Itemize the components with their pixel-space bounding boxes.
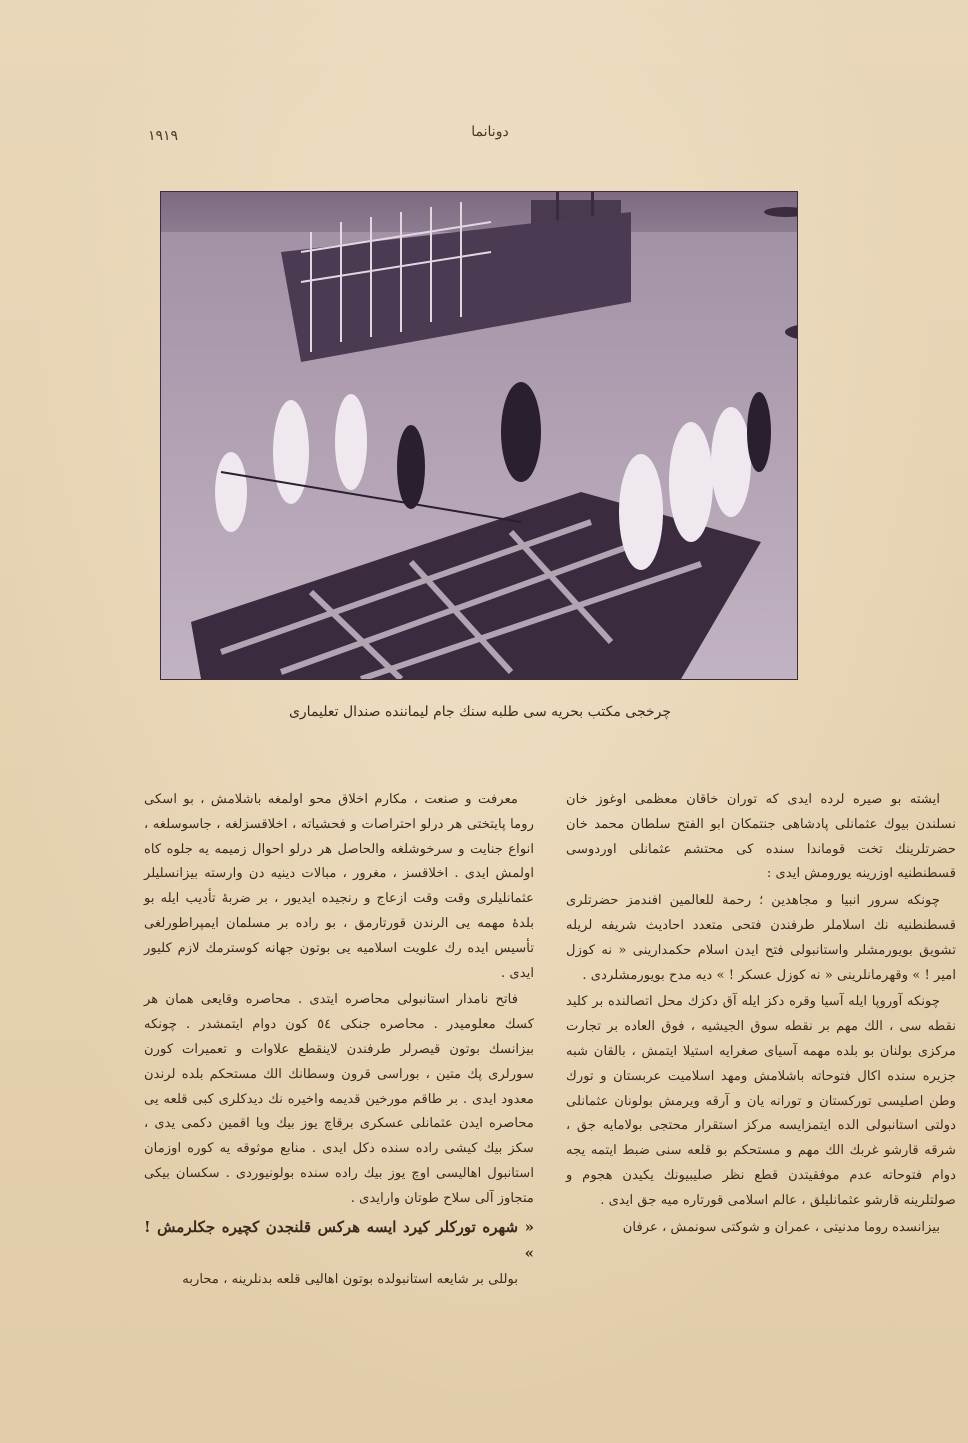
photo-caption: چرخجی مکتب بحریه سی طلبه سنك جام لیماننده صندال تعلیماری	[288, 704, 672, 720]
text-column-left	[144, 788, 534, 1292]
paragraph: ایشته بو صیره لرده ایدی که توران خاقان معظمی اوغوز خان نسلندن بیوك عثمانلی پادشاهی جنتمکان ابو الفتح سلطان محمد خان حضرتلرینك تخت قوماندا سنده کی محتشم عثمانلی اوردوسی قسطنطنیه اوزرینه یورومش ایدی :	[566, 792, 956, 882]
paragraph: چونکه سرور انبیا و مجاهدین ؛ رحمة للعالمین افندمز حضرتلری قسطنطنیه نك اسلاملر طرفندن فتحی متعدد احادیث شریفه لریله تشویق بویورمشلر واستانبولی فتح ایدن اسلام حکمدارینی « نه کوزل امیر ! » وقهرمانلرینی « نه کوزل عسکر ! » دیه مدح بویورمشلردی .	[566, 893, 956, 983]
paragraph: چونکه آوروپا ایله آسیا وقره دکز ایله آق دکزك محل اتصالنده بر کلید نقطه سی ، الك مهم بر نقطه سوق الجیشیه ، فوق العاده بر تجارت مرکزی بولنان بو بلده مهمه آسیای صغرایه استیلا ایتمش ، بالقان شبه جزیره سنده اکال فتوحاته باشلامش ومهد اسلامیت عربستان و تورك وطن اصلیسی تورکستان و تورانه یان و آرقه ویرمش بولونان عثمانلی دولتی استانبولی الده ایتمزایسه مرکز استقرار محتجی بولامایه جق ، شرقه قارشو غربك الك مهم و مستحکم بو قلعه سنی ضبط ایتمه یجه دوام فتوحاته عدم موفقیتدن قطع نظر صلیبیونك یکیدن هجوم و صولتلرینه قارشو عثمانلیلق ، عالم اسلامی قورتاره میه جق ایدی .	[566, 994, 956, 1208]
photo-illustration	[161, 192, 797, 679]
page-number: ۱۹۱۹	[148, 128, 179, 144]
running-title: دونانما	[471, 124, 509, 140]
paragraph: معرفت و صنعت ، مکارم اخلاق محو اولمغه باشلامش ، بو اسکی روما پایتختی هر درلو احتراصات و فحشیاته ، اخلاقسزلغه ، جاسوسلغه ، انواع جنایت و سرخوشلغه والحاصل هر درلو احوال زمیمه یه جلوه کاه اولمش ایدی . اخلاقسز ، مغرور ، مبالات دینیه دن وارسته بیزانسلیلر عثمانلیلری وقت وقت ازعاج و رنجیده ایدیور ، بر ضربهٔ تأدیب ایله بو بلدهٔ مهمه یی الرندن قورتارمق ، بو راده بر مسلمان ایمپراطورلغی تأسیس ایده رك علویت اسلامیه یی بوتون جهانه کوسترمك لازم کلیور ایدی .	[144, 792, 534, 981]
text-column-right	[566, 788, 956, 1240]
photograph	[160, 191, 798, 680]
paragraph: بیزانسده روما مدنیتی ، عمران و شوکتی سونمش ، عرفان	[622, 1219, 940, 1235]
pull-quote: « شهره تورکلر کیرد ایسه هرکس قلنجدن کچیره جکلرمش ! »	[144, 1217, 534, 1262]
paragraph: فاتح نامدار استانبولی محاصره ایتدی . محاصره وقایعی همان هر کسك معلومیدر . محاصره جنکی ٥٤ کون دوام ایتمشدر . چونکه بیزانسك بوتون قیصرلر طرفندن لاینقطع علاوات و تعمیرات کورن سورلری پك متین ، بوراسی قرون وسطانك الك مستحکم بلده لرندن معدود ایدی . بر طاقم مورخین قدیمه واخیره نك دیدکلری کبی قلعه یی محاصره ایدن عثمانلی عسکری برقاچ یوز بیك ویا اقمین دکمی یدی ، سکز بیك کیشی راده سنده دکل ایدی . منابع موثوقه یه کوره اوزمان استانبول اهالیسی اوچ یوز بیك راده سنده بولونیوردی . سکسان بیکی متجاوز آلی سلاح طوتان وارایدی .	[144, 992, 534, 1206]
paragraph: بوللی بر شایعه استانبولده بوتون اهالیی قلعه بدنلرینه ، محاربه	[182, 1271, 518, 1287]
